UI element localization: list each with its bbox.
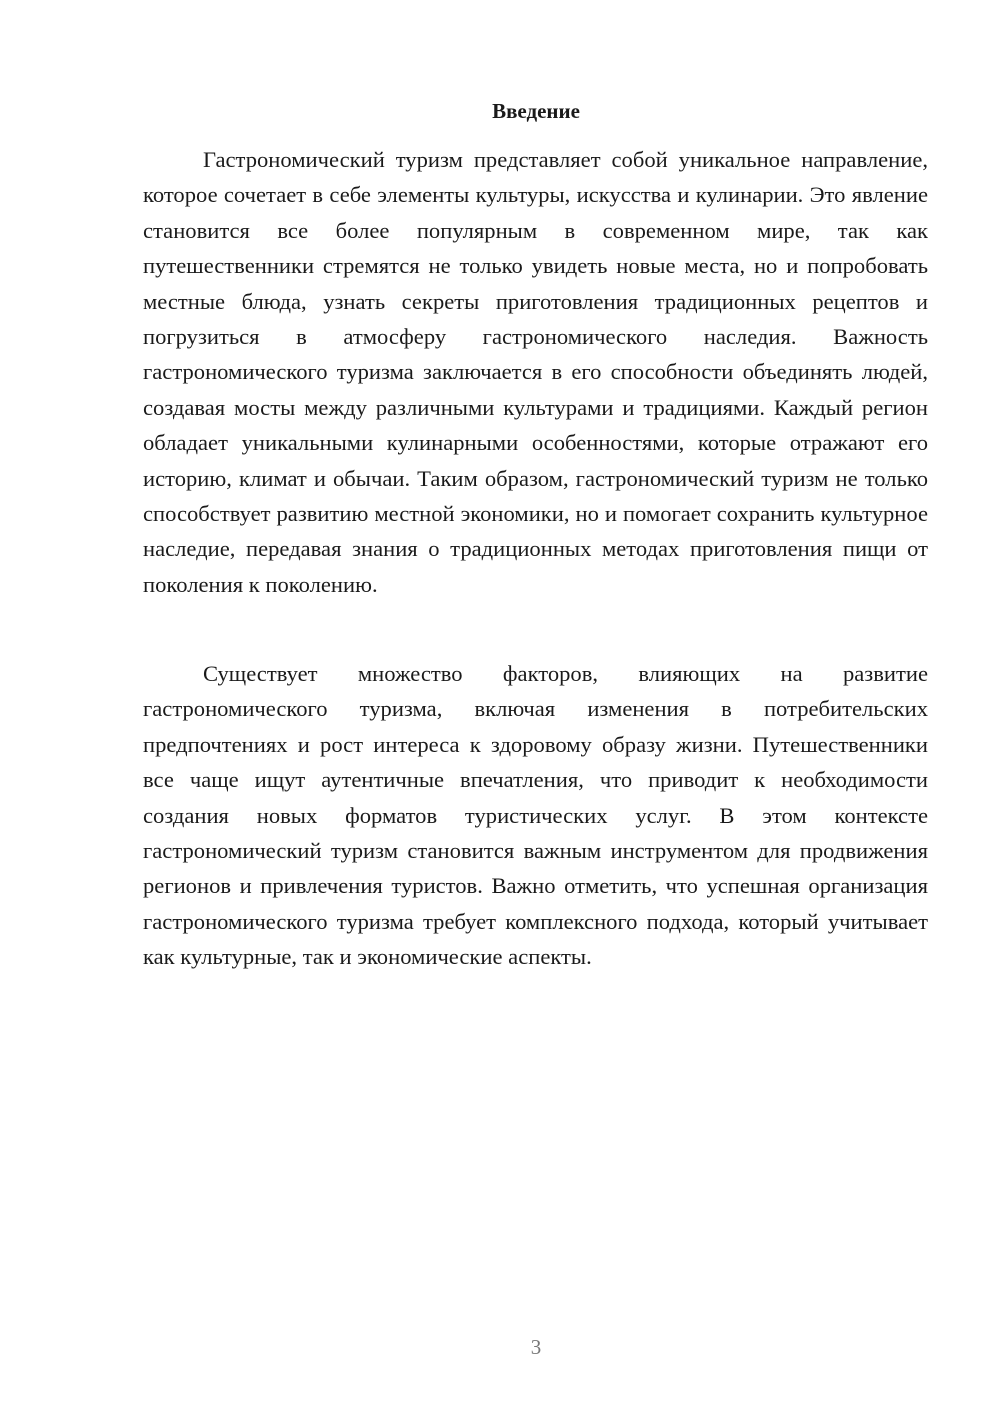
page-title: Введение [492, 99, 580, 123]
paragraph-2: Существует множество факторов, влияющих на развитие гастрономического туризма, включая изменения в потребительских предпочтениях и рост интереса к здоровому образу жизни. Путешественники все чаще ищут аутентичные впечатления, что приводит к необходимости создания новых форматов туристических услуг. В этом контексте гастрономический туризм становится важным инструментом для продвижения регионов и привлечения туристов. Важно отметить, что успешная организация гастрономического туризма требует комплексного подхода, который учитывает как культурные, так и экономические аспекты. [143, 661, 928, 970]
page-number: 3 [530, 1335, 542, 1359]
paragraph-1-block [143, 142, 928, 602]
paragraph-1: Гастрономический туризм представляет собой уникальное направление, которое сочетает в себе элементы культуры, искусства и кулинарии. Это явление становится все более популярным в современном мире, так как путешественники стремятся не только увидеть новые места, но и попробовать местные блюда, узнать секреты приготовления традиционных рецептов и погрузиться в атмосферу гастрономического наследия. Важность гастрономического туризма заключается в его способности объединять людей, создавая мосты между различными культурами и традициями. Каждый регион обладает уникальными кулинарными особенностями, которые отражают его историю, климат и обычаи. Таким образом, гастрономический туризм не только способствует развитию местной экономики, но и помогает сохранить культурное наследие, передавая знания о традиционных методах приготовления пищи от поколения к поколению. [143, 147, 928, 597]
paragraph-2-block [143, 656, 928, 975]
